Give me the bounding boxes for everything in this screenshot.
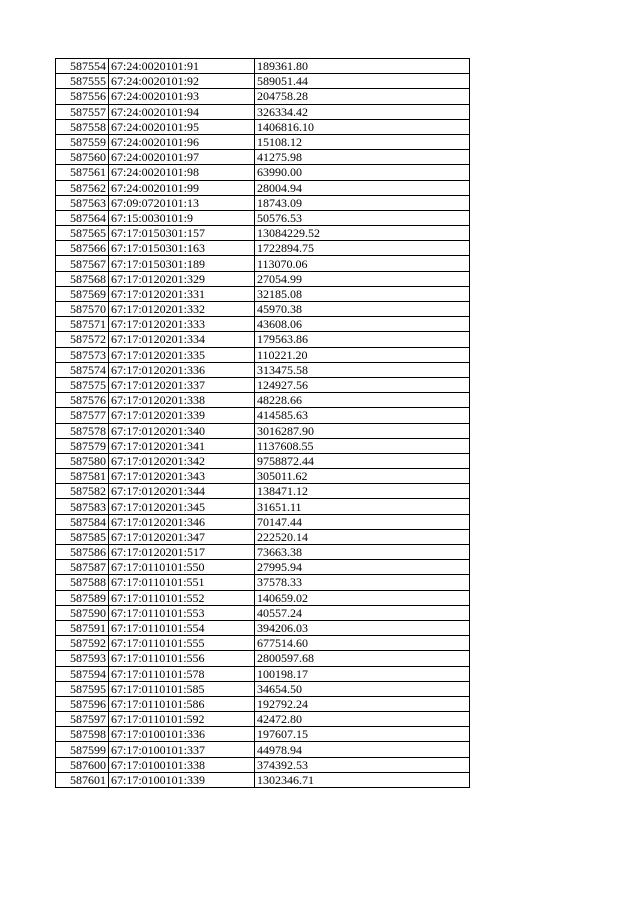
row-id-cell: 587567 (56, 256, 109, 271)
cadastral-number-cell: 67:24:0020101:91 (109, 59, 255, 74)
value-amount-cell: 1302346.71 (255, 772, 470, 787)
table-row (56, 499, 470, 514)
table-row (56, 484, 470, 499)
value-amount-cell: 63990.00 (255, 165, 470, 180)
row-id-cell: 587592 (56, 636, 109, 651)
cadastral-number-cell: 67:17:0120201:342 (109, 453, 255, 468)
table-row (56, 590, 470, 605)
row-id-cell: 587597 (56, 712, 109, 727)
cadastral-number-cell: 67:09:0720101:13 (109, 195, 255, 210)
value-amount-cell: 179563.86 (255, 332, 470, 347)
table-row (56, 377, 470, 392)
row-id-cell: 587571 (56, 317, 109, 332)
value-amount-cell: 31651.11 (255, 499, 470, 514)
table-row (56, 408, 470, 423)
row-id-cell: 587577 (56, 408, 109, 423)
table-row (56, 195, 470, 210)
table-row (56, 712, 470, 727)
row-id-cell: 587559 (56, 134, 109, 149)
row-id-cell: 587568 (56, 271, 109, 286)
cadastral-number-cell: 67:17:0110101:585 (109, 681, 255, 696)
cadastral-number-cell: 67:17:0100101:339 (109, 772, 255, 787)
table-row (56, 514, 470, 529)
cadastral-number-cell: 67:24:0020101:94 (109, 104, 255, 119)
value-amount-cell: 305011.62 (255, 469, 470, 484)
value-amount-cell: 313475.58 (255, 362, 470, 377)
row-id-cell: 587594 (56, 666, 109, 681)
row-id-cell: 587578 (56, 423, 109, 438)
cadastral-number-cell: 67:24:0020101:95 (109, 119, 255, 134)
row-id-cell: 587595 (56, 681, 109, 696)
cadastral-number-cell: 67:17:0120201:340 (109, 423, 255, 438)
table-row (56, 89, 470, 104)
value-amount-cell: 2800597.68 (255, 651, 470, 666)
table-row (56, 134, 470, 149)
cadastral-number-cell: 67:17:0110101:555 (109, 636, 255, 651)
value-amount-cell: 13084229.52 (255, 226, 470, 241)
row-id-cell: 587585 (56, 529, 109, 544)
table-row (56, 180, 470, 195)
row-id-cell: 587572 (56, 332, 109, 347)
table-row (56, 59, 470, 74)
row-id-cell: 587565 (56, 226, 109, 241)
row-id-cell: 587588 (56, 575, 109, 590)
table-row (56, 438, 470, 453)
table-row (56, 772, 470, 787)
table-row (56, 651, 470, 666)
row-id-cell: 587557 (56, 104, 109, 119)
row-id-cell: 587590 (56, 605, 109, 620)
cadastral-number-cell: 67:17:0120201:329 (109, 271, 255, 286)
row-id-cell: 587580 (56, 453, 109, 468)
value-amount-cell: 414585.63 (255, 408, 470, 423)
table-row (56, 271, 470, 286)
cadastral-number-cell: 67:17:0150301:157 (109, 226, 255, 241)
row-id-cell: 587573 (56, 347, 109, 362)
value-amount-cell: 32185.08 (255, 286, 470, 301)
cadastral-number-cell: 67:17:0120201:337 (109, 377, 255, 392)
cadastral-number-cell: 67:17:0120201:346 (109, 514, 255, 529)
cadastral-number-cell: 67:17:0100101:336 (109, 727, 255, 742)
row-id-cell: 587556 (56, 89, 109, 104)
cadastral-number-cell: 67:17:0120201:331 (109, 286, 255, 301)
cadastral-number-cell: 67:17:0150301:189 (109, 256, 255, 271)
row-id-cell: 587555 (56, 74, 109, 89)
table-row (56, 241, 470, 256)
row-id-cell: 587582 (56, 484, 109, 499)
cadastral-number-cell: 67:17:0120201:517 (109, 545, 255, 560)
row-id-cell: 587576 (56, 393, 109, 408)
row-id-cell: 587569 (56, 286, 109, 301)
table-row (56, 636, 470, 651)
row-id-cell: 587593 (56, 651, 109, 666)
row-id-cell: 587566 (56, 241, 109, 256)
cadastral-number-cell: 67:17:0120201:345 (109, 499, 255, 514)
cadastral-number-cell: 67:17:0120201:339 (109, 408, 255, 423)
table-row (56, 545, 470, 560)
value-amount-cell: 3016287.90 (255, 423, 470, 438)
value-amount-cell: 70147.44 (255, 514, 470, 529)
cadastral-number-cell: 67:17:0120201:332 (109, 302, 255, 317)
cadastral-number-cell: 67:24:0020101:98 (109, 165, 255, 180)
table-row (56, 362, 470, 377)
row-id-cell: 587583 (56, 499, 109, 514)
table-row (56, 317, 470, 332)
row-id-cell: 587563 (56, 195, 109, 210)
value-amount-cell: 44978.94 (255, 742, 470, 757)
value-amount-cell: 9758872.44 (255, 453, 470, 468)
value-amount-cell: 192792.24 (255, 696, 470, 711)
value-amount-cell: 189361.80 (255, 59, 470, 74)
cadastral-number-cell: 67:17:0120201:335 (109, 347, 255, 362)
row-id-cell: 587554 (56, 59, 109, 74)
value-amount-cell: 73663.38 (255, 545, 470, 560)
table-row (56, 256, 470, 271)
cadastral-number-cell: 67:24:0020101:92 (109, 74, 255, 89)
value-amount-cell: 50576.53 (255, 210, 470, 225)
cadastral-number-cell: 67:17:0100101:338 (109, 757, 255, 772)
cadastral-number-cell: 67:17:0110101:556 (109, 651, 255, 666)
table-row (56, 605, 470, 620)
value-amount-cell: 124927.56 (255, 377, 470, 392)
value-amount-cell: 222520.14 (255, 529, 470, 544)
table-row (56, 529, 470, 544)
value-amount-cell: 37578.33 (255, 575, 470, 590)
cadastral-value-table (55, 58, 470, 788)
cadastral-number-cell: 67:17:0120201:347 (109, 529, 255, 544)
table-row (56, 347, 470, 362)
value-amount-cell: 140659.02 (255, 590, 470, 605)
table-row (56, 302, 470, 317)
value-amount-cell: 589051.44 (255, 74, 470, 89)
table-row (56, 226, 470, 241)
row-id-cell: 587581 (56, 469, 109, 484)
cadastral-number-cell: 67:17:0110101:578 (109, 666, 255, 681)
value-amount-cell: 43608.06 (255, 317, 470, 332)
value-amount-cell: 18743.09 (255, 195, 470, 210)
table-row (56, 165, 470, 180)
row-id-cell: 587598 (56, 727, 109, 742)
table-row (56, 332, 470, 347)
row-id-cell: 587562 (56, 180, 109, 195)
value-amount-cell: 113070.06 (255, 256, 470, 271)
cadastral-number-cell: 67:17:0120201:334 (109, 332, 255, 347)
cadastral-number-cell: 67:17:0110101:553 (109, 605, 255, 620)
cadastral-number-cell: 67:15:0030101:9 (109, 210, 255, 225)
row-id-cell: 587579 (56, 438, 109, 453)
value-amount-cell: 45970.38 (255, 302, 470, 317)
cadastral-number-cell: 67:17:0120201:344 (109, 484, 255, 499)
row-id-cell: 587561 (56, 165, 109, 180)
value-amount-cell: 1722894.75 (255, 241, 470, 256)
row-id-cell: 587600 (56, 757, 109, 772)
value-amount-cell: 204758.28 (255, 89, 470, 104)
table-row (56, 727, 470, 742)
table-row (56, 210, 470, 225)
value-amount-cell: 138471.12 (255, 484, 470, 499)
row-id-cell: 587584 (56, 514, 109, 529)
row-id-cell: 587574 (56, 362, 109, 377)
value-amount-cell: 394206.03 (255, 620, 470, 635)
table-row (56, 560, 470, 575)
row-id-cell: 587570 (56, 302, 109, 317)
row-id-cell: 587586 (56, 545, 109, 560)
value-amount-cell: 28004.94 (255, 180, 470, 195)
table-row (56, 150, 470, 165)
table-row (56, 620, 470, 635)
value-amount-cell: 110221.20 (255, 347, 470, 362)
table-row (56, 666, 470, 681)
table-row (56, 453, 470, 468)
table-row (56, 696, 470, 711)
cadastral-number-cell: 67:17:0100101:337 (109, 742, 255, 757)
row-id-cell: 587589 (56, 590, 109, 605)
cadastral-number-cell: 67:17:0110101:551 (109, 575, 255, 590)
table-row (56, 119, 470, 134)
row-id-cell: 587587 (56, 560, 109, 575)
cadastral-number-cell: 67:24:0020101:93 (109, 89, 255, 104)
cadastral-number-cell: 67:24:0020101:99 (109, 180, 255, 195)
row-id-cell: 587564 (56, 210, 109, 225)
value-amount-cell: 27995.94 (255, 560, 470, 575)
cadastral-number-cell: 67:24:0020101:97 (109, 150, 255, 165)
value-amount-cell: 48228.66 (255, 393, 470, 408)
cadastral-number-cell: 67:24:0020101:96 (109, 134, 255, 149)
cadastral-number-cell: 67:17:0110101:552 (109, 590, 255, 605)
cadastral-number-cell: 67:17:0110101:554 (109, 620, 255, 635)
row-id-cell: 587596 (56, 696, 109, 711)
value-amount-cell: 677514.60 (255, 636, 470, 651)
value-amount-cell: 1406816.10 (255, 119, 470, 134)
cadastral-number-cell: 67:17:0110101:550 (109, 560, 255, 575)
table-row (56, 757, 470, 772)
value-amount-cell: 41275.98 (255, 150, 470, 165)
table-row (56, 423, 470, 438)
row-id-cell: 587591 (56, 620, 109, 635)
cadastral-number-cell: 67:17:0120201:343 (109, 469, 255, 484)
cadastral-number-cell: 67:17:0120201:336 (109, 362, 255, 377)
value-amount-cell: 27054.99 (255, 271, 470, 286)
value-amount-cell: 197607.15 (255, 727, 470, 742)
table-row (56, 104, 470, 119)
row-id-cell: 587601 (56, 772, 109, 787)
row-id-cell: 587558 (56, 119, 109, 134)
table-row (56, 393, 470, 408)
table-row (56, 469, 470, 484)
row-id-cell: 587560 (56, 150, 109, 165)
table-row (56, 681, 470, 696)
table-row (56, 742, 470, 757)
cadastral-number-cell: 67:17:0110101:592 (109, 712, 255, 727)
value-amount-cell: 42472.80 (255, 712, 470, 727)
row-id-cell: 587575 (56, 377, 109, 392)
cadastral-number-cell: 67:17:0120201:338 (109, 393, 255, 408)
cadastral-number-cell: 67:17:0120201:333 (109, 317, 255, 332)
value-amount-cell: 326334.42 (255, 104, 470, 119)
table-row (56, 74, 470, 89)
cadastral-number-cell: 67:17:0150301:163 (109, 241, 255, 256)
table-row (56, 286, 470, 301)
value-amount-cell: 100198.17 (255, 666, 470, 681)
value-amount-cell: 15108.12 (255, 134, 470, 149)
cadastral-number-cell: 67:17:0110101:586 (109, 696, 255, 711)
row-id-cell: 587599 (56, 742, 109, 757)
table-row (56, 575, 470, 590)
value-amount-cell: 374392.53 (255, 757, 470, 772)
table-body (56, 59, 470, 788)
value-amount-cell: 1137608.55 (255, 438, 470, 453)
value-amount-cell: 34654.50 (255, 681, 470, 696)
cadastral-number-cell: 67:17:0120201:341 (109, 438, 255, 453)
value-amount-cell: 40557.24 (255, 605, 470, 620)
